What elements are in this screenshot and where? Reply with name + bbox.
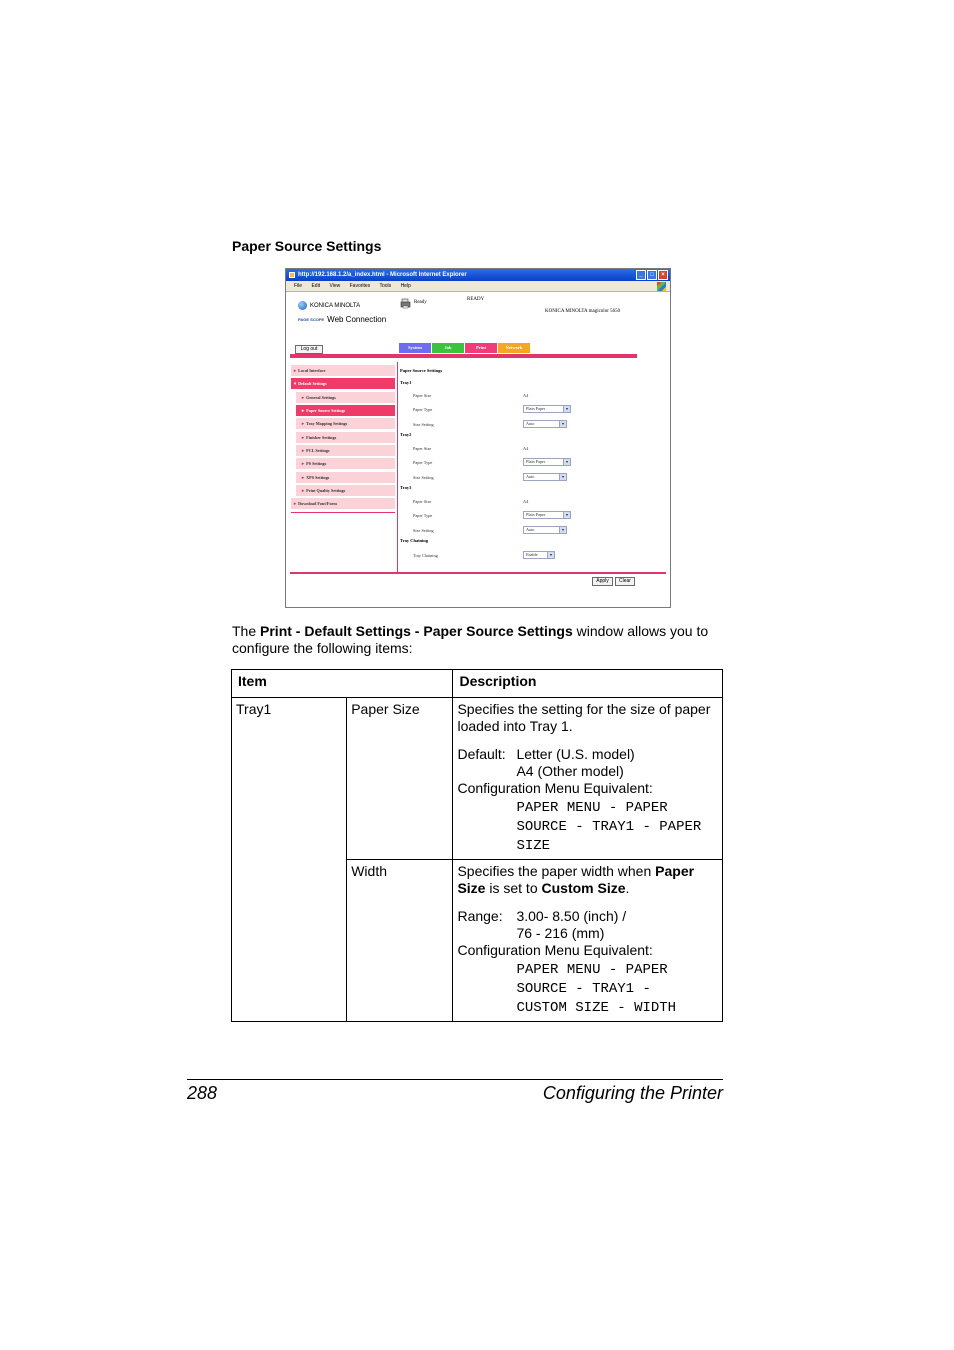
nav-label: Tray Mapping Settings: [306, 421, 348, 427]
nav-print-quality-settings[interactable]: [296, 485, 395, 496]
chevron-down-icon: ▾: [559, 421, 566, 427]
description-text: Specifies the paper width when Paper Size is set to Custom Size.: [457, 863, 695, 896]
browser-title: http://192.168.1.2/a_index.html - Microsoft Internet Explorer: [298, 272, 467, 278]
apply-button[interactable]: Apply: [592, 577, 613, 586]
status-label: Ready: [414, 300, 427, 305]
page-number: 288: [187, 1083, 218, 1103]
arrow-right-icon: ►: [301, 434, 306, 440]
group-tray1: Tray1: [400, 380, 412, 385]
group-tray3: Tray3: [400, 485, 412, 490]
tray3-paper-type-select[interactable]: [523, 511, 571, 519]
nav-ps-settings[interactable]: [296, 458, 395, 469]
nav-finisher-settings[interactable]: [296, 432, 395, 443]
tray1-paper-type-select[interactable]: [523, 405, 571, 413]
nav-label: General Settings: [306, 394, 336, 400]
menu-tools[interactable]: Tools: [379, 283, 392, 289]
tray2-size-setting-select[interactable]: [523, 473, 567, 481]
close-button[interactable]: ×: [658, 270, 668, 280]
tray3-paper-size-label: Paper Size: [413, 499, 432, 504]
nav-download-font-form[interactable]: [291, 498, 395, 509]
select-value: Plain Paper: [526, 512, 546, 517]
config-label: Configuration Menu Equivalent:: [457, 942, 653, 958]
tray2-paper-type-label: Paper Type: [413, 460, 433, 465]
group-tray-chaining: Tray Chaining: [400, 538, 429, 543]
intro-bold-path: Print - Default Settings - Paper Source Settings: [260, 623, 573, 639]
chevron-down-icon: ▾: [547, 552, 554, 558]
intro-text-1: The: [232, 623, 261, 639]
minimize-button[interactable]: _: [636, 270, 646, 280]
tray3-size-setting-select[interactable]: [523, 526, 567, 534]
windows-logo-icon: [657, 282, 666, 291]
chevron-down-icon: ▾: [559, 474, 566, 480]
select-value: Auto: [526, 421, 535, 426]
menu-path-line: PAPER MENU - PAPER: [516, 962, 668, 978]
menu-help[interactable]: Help: [400, 283, 411, 289]
table-header-row: [232, 670, 723, 698]
arrow-right-icon: ►: [301, 474, 306, 480]
header-description: Description: [453, 670, 723, 698]
printer-model: KONICA MINOLTA magicolor 5650: [545, 309, 621, 314]
pagescope-mark: PAGE SCOPE: [298, 316, 325, 322]
range-line: [457, 908, 718, 925]
nav-label: Paper Source Settings: [306, 408, 346, 414]
arrow-right-icon: ►: [301, 488, 306, 494]
config-menu-path: [457, 961, 718, 1018]
ie-icon: [289, 272, 295, 278]
menu-file[interactable]: File: [294, 283, 303, 289]
range-label: Range:: [457, 908, 503, 924]
arrow-right-icon: ►: [301, 421, 306, 427]
tray2-paper-size-value: A4: [523, 446, 529, 451]
chevron-down-icon: ▾: [563, 406, 570, 412]
nav-xps-settings[interactable]: [296, 472, 395, 483]
tray3-paper-size-value: A4: [523, 499, 529, 504]
nav-label: PS Settings: [306, 461, 327, 467]
maximize-button[interactable]: □: [647, 270, 657, 280]
nav-label: Local Interface: [298, 368, 326, 373]
config-label: Configuration Menu Equivalent:: [457, 780, 653, 796]
cell-item: Width: [347, 860, 453, 1022]
range-value-2: 76 - 216 (mm): [516, 925, 605, 941]
arrow-down-icon: ▼: [293, 381, 298, 387]
range-line-2: [457, 925, 718, 942]
cell-description: [453, 860, 723, 1022]
clear-button[interactable]: Clear: [615, 577, 635, 586]
select-value: Auto: [526, 527, 535, 532]
nav-pcl-settings[interactable]: [296, 445, 395, 456]
arrow-right-icon: ►: [293, 501, 298, 507]
tab-network[interactable]: Network: [498, 343, 530, 353]
tray1-paper-size-value: A4: [523, 393, 529, 398]
tray1-size-setting-label: Size Setting: [413, 422, 434, 427]
intro-paragraph: [232, 623, 727, 657]
range-value-1: 3.00- 8.50 (inch) /: [516, 908, 627, 924]
browser-title-bar: [286, 269, 670, 281]
tray3-paper-type-label: Paper Type: [413, 513, 433, 518]
tray2-paper-size-label: Paper Size: [413, 446, 432, 451]
tab-print[interactable]: Print: [465, 343, 497, 353]
items-table: [231, 669, 723, 1022]
config-menu-path: [457, 799, 718, 856]
content-divider: [397, 362, 398, 572]
nav-local-interface[interactable]: [291, 365, 395, 376]
group-tray2: Tray2: [400, 432, 412, 437]
tab-bar: [399, 343, 530, 353]
brand-name: KONICA MINOLTA: [310, 302, 361, 309]
select-value: Plain Paper: [526, 459, 546, 464]
description-text: Specifies the setting for the size of paper loaded into Tray 1.: [457, 701, 711, 734]
cell-description: [453, 698, 723, 860]
chevron-down-icon: ▾: [563, 512, 570, 518]
arrow-right-icon: ►: [301, 408, 306, 414]
tab-system[interactable]: System: [399, 343, 431, 353]
arrow-right-icon: ►: [301, 394, 306, 400]
menu-path-line: SOURCE - TRAY1 -: [516, 981, 651, 997]
product-name: Web Connection: [327, 315, 387, 324]
web-page: [286, 292, 670, 607]
default-value-2: A4 (Other model): [516, 763, 624, 779]
tray2-paper-type-select[interactable]: [523, 458, 571, 466]
menu-edit[interactable]: Edit: [311, 283, 321, 289]
nav-paper-source-settings[interactable]: [296, 405, 395, 416]
arrow-right-icon: ►: [301, 461, 306, 467]
tray-chaining-label: Tray Chaining: [413, 553, 438, 558]
nav-general-settings[interactable]: [296, 392, 395, 403]
tray1-size-setting-select[interactable]: [523, 420, 567, 428]
section-heading: Paper Source Settings: [232, 238, 382, 254]
select-value: Plain Paper: [526, 406, 546, 411]
tab-job[interactable]: Job: [432, 343, 464, 353]
logout-button[interactable]: Log out: [295, 345, 323, 354]
pagescope-logo: [298, 315, 386, 324]
cell-tray: Tray1: [232, 698, 347, 1022]
menu-favorites[interactable]: Favorites: [349, 283, 371, 289]
tray1-paper-type-label: Paper Type: [413, 407, 433, 412]
select-value: Enable: [526, 552, 538, 557]
printer-icon: [400, 298, 411, 309]
content-title: Paper Source Settings: [400, 368, 443, 373]
sidebar-divider: [291, 512, 395, 513]
default-line-2: [457, 763, 718, 780]
header-item: Item: [232, 670, 453, 698]
running-head: Configuring the Printer: [542, 1083, 723, 1103]
menu-path-line: CUSTOM SIZE - WIDTH: [516, 1000, 677, 1016]
globe-icon: [298, 301, 307, 310]
status-state: READY: [467, 297, 485, 302]
default-line: [457, 746, 718, 763]
intro-text-2: window allows you to configure the following items:: [232, 623, 709, 656]
cell-item: Paper Size: [347, 698, 453, 860]
table-row: [232, 698, 723, 860]
sidebar: [291, 365, 395, 513]
menu-path-line: PAPER MENU - PAPER: [516, 800, 668, 816]
nav-label: Download Font/Form: [298, 501, 337, 507]
tray1-paper-size-label: Paper Size: [413, 393, 432, 398]
nav-label: PCL Settings: [306, 448, 330, 454]
web-connection-screenshot: [285, 268, 671, 608]
select-value: Auto: [526, 474, 535, 479]
nav-default-settings[interactable]: [291, 378, 395, 389]
nav-tray-mapping-settings[interactable]: [296, 418, 395, 429]
konica-minolta-logo: [298, 301, 360, 310]
chevron-down-icon: ▾: [563, 459, 570, 465]
tab-underline: [290, 354, 637, 358]
bottom-divider: [290, 572, 666, 574]
arrow-right-icon: ►: [293, 368, 298, 373]
chevron-down-icon: ▾: [559, 527, 566, 533]
tray-chaining-select[interactable]: [523, 551, 555, 559]
nav-label: Finisher Settings: [306, 434, 337, 440]
tray2-size-setting-label: Size Setting: [413, 475, 434, 480]
menu-view[interactable]: View: [329, 283, 341, 289]
default-value-1: Letter (U.S. model): [516, 746, 635, 762]
arrow-right-icon: ►: [301, 448, 306, 454]
nav-label: Print Quality Settings: [306, 488, 346, 494]
default-label: Default:: [457, 746, 506, 762]
nav-label: Default Settings: [298, 381, 327, 387]
footer-rule: [187, 1079, 723, 1080]
nav-label: XPS Settings: [306, 474, 330, 480]
menu-path-line: SOURCE - TRAY1 - PAPER: [516, 819, 702, 835]
browser-menu-bar: [286, 281, 670, 292]
menu-path-line: SIZE: [516, 838, 551, 854]
tray3-size-setting-label: Size Setting: [413, 528, 434, 533]
